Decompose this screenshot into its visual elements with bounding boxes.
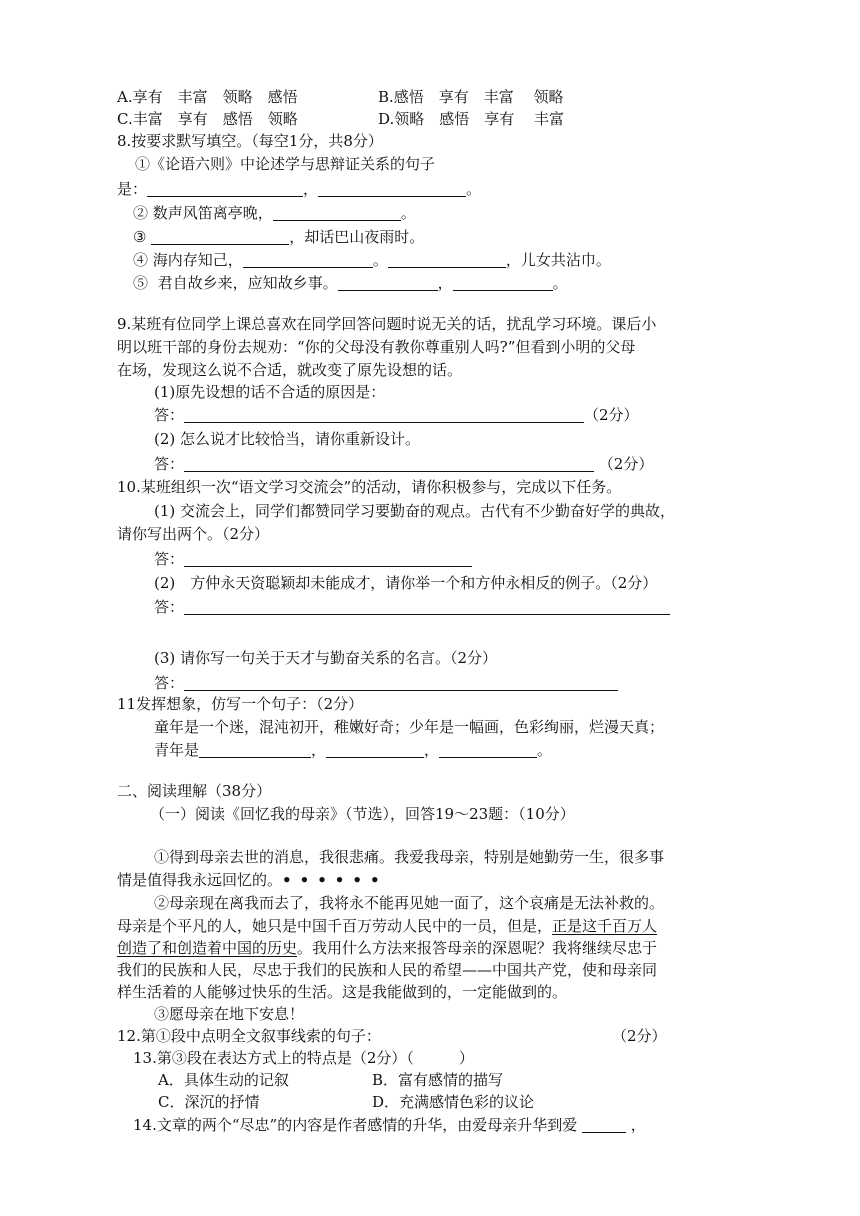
- q10-sub1-line1: (1) 交流会上，同学们都赞同学习要勤奋的观点。古代有不少勤奋好学的典故，: [154, 502, 676, 520]
- q9-answer2: [154, 453, 653, 475]
- q11-comma: ，: [311, 741, 327, 759]
- passage-p2-line2: [117, 915, 657, 937]
- q8-item4: [133, 249, 611, 271]
- q8-blank-1a[interactable]: [147, 180, 303, 197]
- q14-end: ，: [630, 1116, 646, 1134]
- q14-blank[interactable]: [582, 1116, 626, 1133]
- q7-option-b: B.感悟 享有 丰富 领略: [378, 88, 564, 106]
- q9-answer2-line[interactable]: [184, 455, 594, 472]
- passage-p2-text: 母亲是个平凡的人，她只是中国千百万劳动人民中的一员，但是，: [117, 917, 553, 935]
- q8-blank-5a[interactable]: [338, 274, 438, 291]
- q11-blank-2[interactable]: [326, 741, 424, 758]
- q8-item4-end: ，儿女共沾巾。: [505, 251, 611, 269]
- q9-line3: 在场，发现这么说不合适，就改变了原先设想的话。: [117, 361, 463, 379]
- underlined-sentence-part1: 正是这千百万人: [552, 917, 658, 935]
- q8-title: 8.按要求默写填空。（每空1分，共8分）: [117, 132, 383, 150]
- passage-p3: ③愿母亲在地下安息！: [154, 1005, 305, 1023]
- q7-option-a: A.享有 丰富 领略 感悟: [117, 88, 298, 106]
- q8-period: 。: [466, 180, 482, 198]
- q13-option-d: D．充满感情色彩的议论: [372, 1093, 535, 1111]
- q10-answer3: [154, 672, 618, 694]
- underlined-sentence-part2: 创造了和创造着中国的历史: [117, 939, 298, 957]
- q8-blank-5b[interactable]: [453, 274, 553, 291]
- answer-label: 答：: [154, 406, 185, 424]
- answer-label: 答：: [154, 455, 185, 473]
- q8-period: 。: [552, 274, 568, 292]
- q8-item3-text: ，却话巴山夜雨时。: [289, 228, 425, 246]
- q13-option-a: A．具体生动的记叙: [158, 1071, 289, 1089]
- q10-answer1: [154, 548, 472, 570]
- q11-example: 童年是一个迷，混沌初开，稚嫩好奇；少年是一幅画，色彩绚丽，烂漫天真；: [154, 718, 665, 736]
- q8-blank-4a[interactable]: [243, 251, 373, 268]
- answer-label: 答：: [154, 550, 185, 568]
- q8-item2-num: ②: [133, 204, 149, 222]
- q9-answer1: [154, 404, 639, 426]
- q8-blank-4b[interactable]: [388, 251, 506, 268]
- q8-blank-2[interactable]: [273, 204, 401, 221]
- q9-line2: 明以班干部的身份去规劝：“你的父母没有教你尊重别人吗?”但看到小明的父母: [117, 338, 636, 356]
- q9-sub1: (1)原先设想的话不合适的原因是：: [154, 383, 386, 401]
- passage-p1-line1: ①得到母亲去世的消息，我很悲痛。我爱我母亲，特别是她勤劳一生，很多事: [154, 848, 665, 866]
- q10-answer2-line[interactable]: [184, 598, 670, 615]
- q9-line1: 9.某班有位同学上课总喜欢在同学回答问题时说无关的话，扰乱学习环境。课后小: [117, 315, 657, 333]
- q8-item2-text: 数声风笛离亭晚，: [152, 204, 273, 222]
- q10-answer1-line[interactable]: [184, 550, 472, 567]
- passage-p2-line5: 样生活着的人能够过快乐的生活。这是我能做到的，一定能做到的。: [117, 983, 568, 1001]
- q7-option-d: D.领略 感悟 享有 丰富: [378, 110, 565, 128]
- q8-item3-num: ③: [133, 228, 147, 246]
- q9-answer1-line[interactable]: [184, 406, 584, 423]
- q14-line: [133, 1114, 646, 1136]
- answer-label: 答：: [154, 674, 185, 692]
- q8-period: 。: [372, 251, 388, 269]
- q8-item2: [133, 202, 416, 224]
- q11-comma: ，: [424, 741, 440, 759]
- q13-text: 13.第③段在表达方式上的特点是（2分）（ ）: [133, 1049, 474, 1067]
- q8-item5-text: 君自故乡来，应知故乡事。: [157, 274, 338, 292]
- passage-p2-line4: 我们的民族和人民，尽忠于我们的民族和人民的希望——中国共产党，使和母亲同: [117, 961, 658, 979]
- q8-period: 。: [400, 204, 416, 222]
- q11-period: 。: [537, 741, 553, 759]
- q8-item5: [133, 272, 568, 294]
- q9-score2: （2分）: [598, 455, 654, 473]
- q10-sub1-line2: 请你写出两个。（2分）: [117, 525, 270, 543]
- q9-score1: （2分）: [584, 406, 639, 424]
- q10-title: 10.某班组织一次“语文学习交流会”的活动，请你积极参与，完成以下任务。: [117, 478, 622, 496]
- q8-item4-num: ④: [133, 251, 149, 269]
- q7-option-c: C.丰富 享有 感悟 领略: [117, 110, 298, 128]
- q10-answer3-line[interactable]: [184, 674, 618, 691]
- q8-comma: ，: [437, 274, 453, 292]
- q12-score: （2分）: [612, 1027, 667, 1045]
- q11-answer: [154, 739, 552, 761]
- passage-p2-line1: ②母亲现在离我而去了，我将永不能再见她一面了，这个哀痛是无法补救的。: [154, 894, 665, 912]
- q10-sub2: (2) 方仲永天资聪颖却未能成才，请你举一个和方仲永相反的例子。（2分）: [154, 574, 658, 592]
- passage-p2-text: 。我用什么方法来报答母亲的深恩呢？我将继续尽忠于: [297, 939, 658, 957]
- q12-text: 12.第①段中点明全文叙事线索的句子：: [117, 1027, 381, 1045]
- q13-option-b: B．富有感情的描写: [372, 1071, 504, 1089]
- q8-blank-3[interactable]: [151, 228, 289, 245]
- q10-sub3: (3) 请你写一句关于天才与勤奋关系的名言。（2分）: [154, 649, 498, 667]
- q8-item1-prompt: ①《论语六则》中论述学与思辩证关系的句子: [135, 155, 436, 173]
- q8-item3: [133, 226, 424, 248]
- q8-item5-num: ⑤: [133, 274, 149, 292]
- q14-text: 14.文章的两个“尽忠”的内容是作者感情的升华，由爱母亲升华到爱: [133, 1116, 578, 1134]
- q13-option-c: C．深沉的抒情: [158, 1093, 260, 1111]
- passage-p2-line3: [117, 937, 657, 959]
- q8-comma: ，: [303, 180, 319, 198]
- q11-title: 11发挥想象，仿写一个句子：（2分）: [117, 695, 364, 713]
- emphasis-dots: ••••••: [282, 871, 388, 889]
- q11-blank-1[interactable]: [199, 741, 311, 758]
- q10-answer2: [154, 596, 670, 618]
- q8-blank-1b[interactable]: [318, 180, 466, 197]
- q8-item1-answer: [117, 178, 481, 200]
- passage-p1-text: 情是值得我永远回忆的。: [117, 871, 283, 889]
- q8-item1-label: 是：: [117, 180, 148, 198]
- section-2-title: 二、阅读理解（38分）: [117, 782, 272, 800]
- q9-sub2: (2) 怎么说才比较恰当，请你重新设计。: [154, 430, 421, 448]
- section-2-subtitle: （一）阅读《回忆我的母亲》（节选），回答19～23题：（10分）: [150, 805, 575, 823]
- q8-item4-text: 海内存知己，: [152, 251, 243, 269]
- q11-answer-prefix: 青年是: [154, 741, 200, 759]
- passage-p1-line2: [117, 869, 388, 891]
- q11-blank-3[interactable]: [439, 741, 537, 758]
- answer-label: 答：: [154, 598, 185, 616]
